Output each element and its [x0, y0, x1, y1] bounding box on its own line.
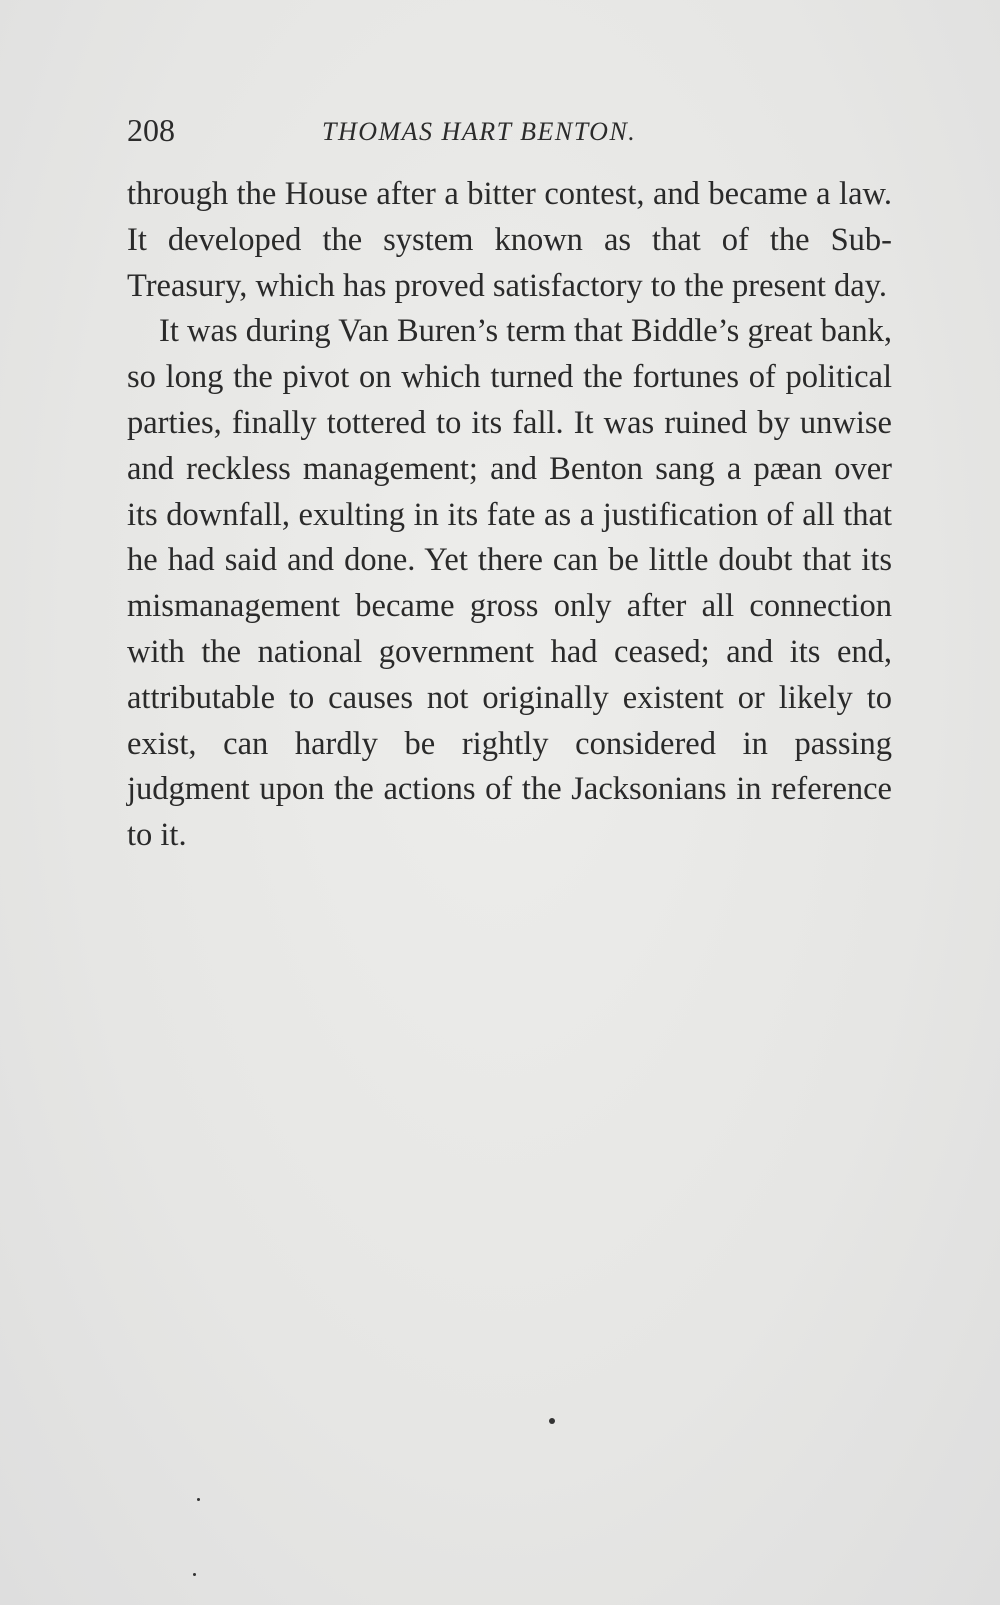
ink-speck — [193, 1573, 196, 1576]
paragraph-continuation: through the House after a bitter contest, and became a law. It developed the system known as that of the Sub-Treasury, which has proved satisfactory to the present day. — [127, 176, 892, 304]
ink-speck — [197, 1498, 200, 1501]
paragraph-van-buren: It was during Van Buren’s term that Biddle’s great bank, so long the pivot on which turned the fortunes of political parties, finally tottered to its fall. It was ruined by unwise and reckless management; and Benton sang a pæan over its downfall, exulting in its fate as a justification of all that he had said and done. Yet there can be little doubt that its mismanagement became gross only after all connection with the national government had ceased; and its end, attributable to causes not originally existent or likely to exist, can hardly be rightly considered in passing judgment upon the actions of the Jacksonians in reference to it. — [127, 313, 892, 854]
page-number: 208 — [127, 112, 175, 148]
body-text — [127, 172, 892, 859]
ink-speck — [549, 1418, 555, 1424]
running-title: THOMAS HART BENTON. — [322, 117, 637, 146]
page-header — [127, 110, 897, 150]
